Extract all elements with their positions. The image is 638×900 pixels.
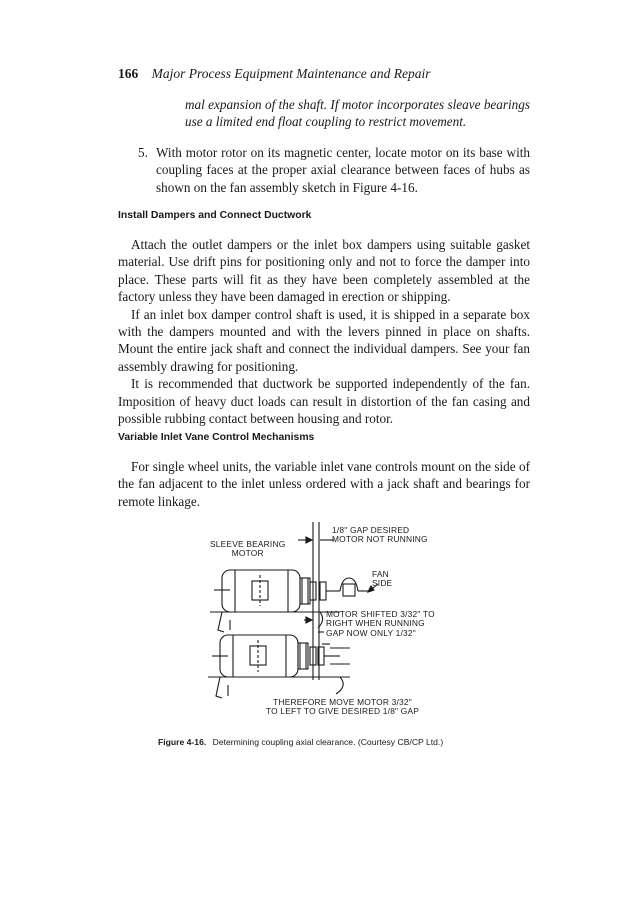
running-header [118,66,430,82]
paragraph: It is recommended that ductwork be supported independently of the fan. Imposition of heavy duct loads can result in distortion of the fan casing and possible rubbing contact between housing and rotor. [118,376,530,427]
page-number: 166 [118,66,139,81]
section-heading-inlet-vane: Variable Inlet Vane Control Mechanisms [118,432,315,443]
figure-caption [158,737,443,747]
label-fan-side: FAN SIDE [372,569,393,589]
motor-top [214,570,310,612]
label-gap-desired: 1/8" GAP DESIRED MOTOR NOT RUNNING [332,525,428,545]
coupling-bottom [310,647,350,665]
paragraph: Attach the outlet dampers or the inlet box dampers using suitable gasket material. Use drift pins for positioning only and not to force the damper into place. These parts will fit as they have been completely assembled at the factory unless they have been damaged in erection or shipping. [118,237,530,305]
section-dampers-body [118,236,530,427]
label-motor-shifted: MOTOR SHIFTED 3/32" TO RIGHT WHEN RUNNING GAP NOW ONLY 1/32" [326,609,435,638]
continued-paragraph: mal expansion of the shaft. If motor incorporates sleave bearings use a limited end float coupling to restrict movement. [185,97,530,130]
figure-caption-text: Determining coupling axial clearance. (Courtesy CB/CP Ltd.) [212,737,444,747]
coupling-clearance-figure [200,520,460,725]
figure-caption-label: Figure 4-16. [158,737,207,747]
label-therefore-move-motor: THEREFORE MOVE MOTOR 3/32" TO LEFT TO GIVE DESIRED 1/8" GAP [266,697,420,717]
section-heading-dampers: Install Dampers and Connect Ductwork [118,210,312,221]
paragraph: For single wheel units, the variable inlet vane controls mount on the side of the fan adjacent to the inlet unless ordered with a jack shaft and bearings for remote linkage. [118,459,530,509]
label-sleeve-bearing-motor: SLEEVE BEARING MOTOR [210,539,286,559]
coupling-top [310,578,378,600]
list-item-5 [138,144,530,196]
list-item-number: 5. [138,145,148,160]
list-item-text: With motor rotor on its magnetic center, locate motor on its base with coupling faces at the proper axial clearance between faces of hubs as shown on the fan assembly sketch in Figure 4-16. [156,145,530,195]
section-inlet-vane-body [118,458,530,510]
running-title: Major Process Equipment Maintenance and Repair [151,66,431,81]
motor-bottom [212,635,308,677]
paragraph: If an inlet box damper control shaft is used, it is shipped in a separate box with the dampers mounted and with the levers pinned in place on shafts. Mount the entire jack shaft and connect the individual dampers. See your fan assembly drawing for positioning. [118,306,530,374]
